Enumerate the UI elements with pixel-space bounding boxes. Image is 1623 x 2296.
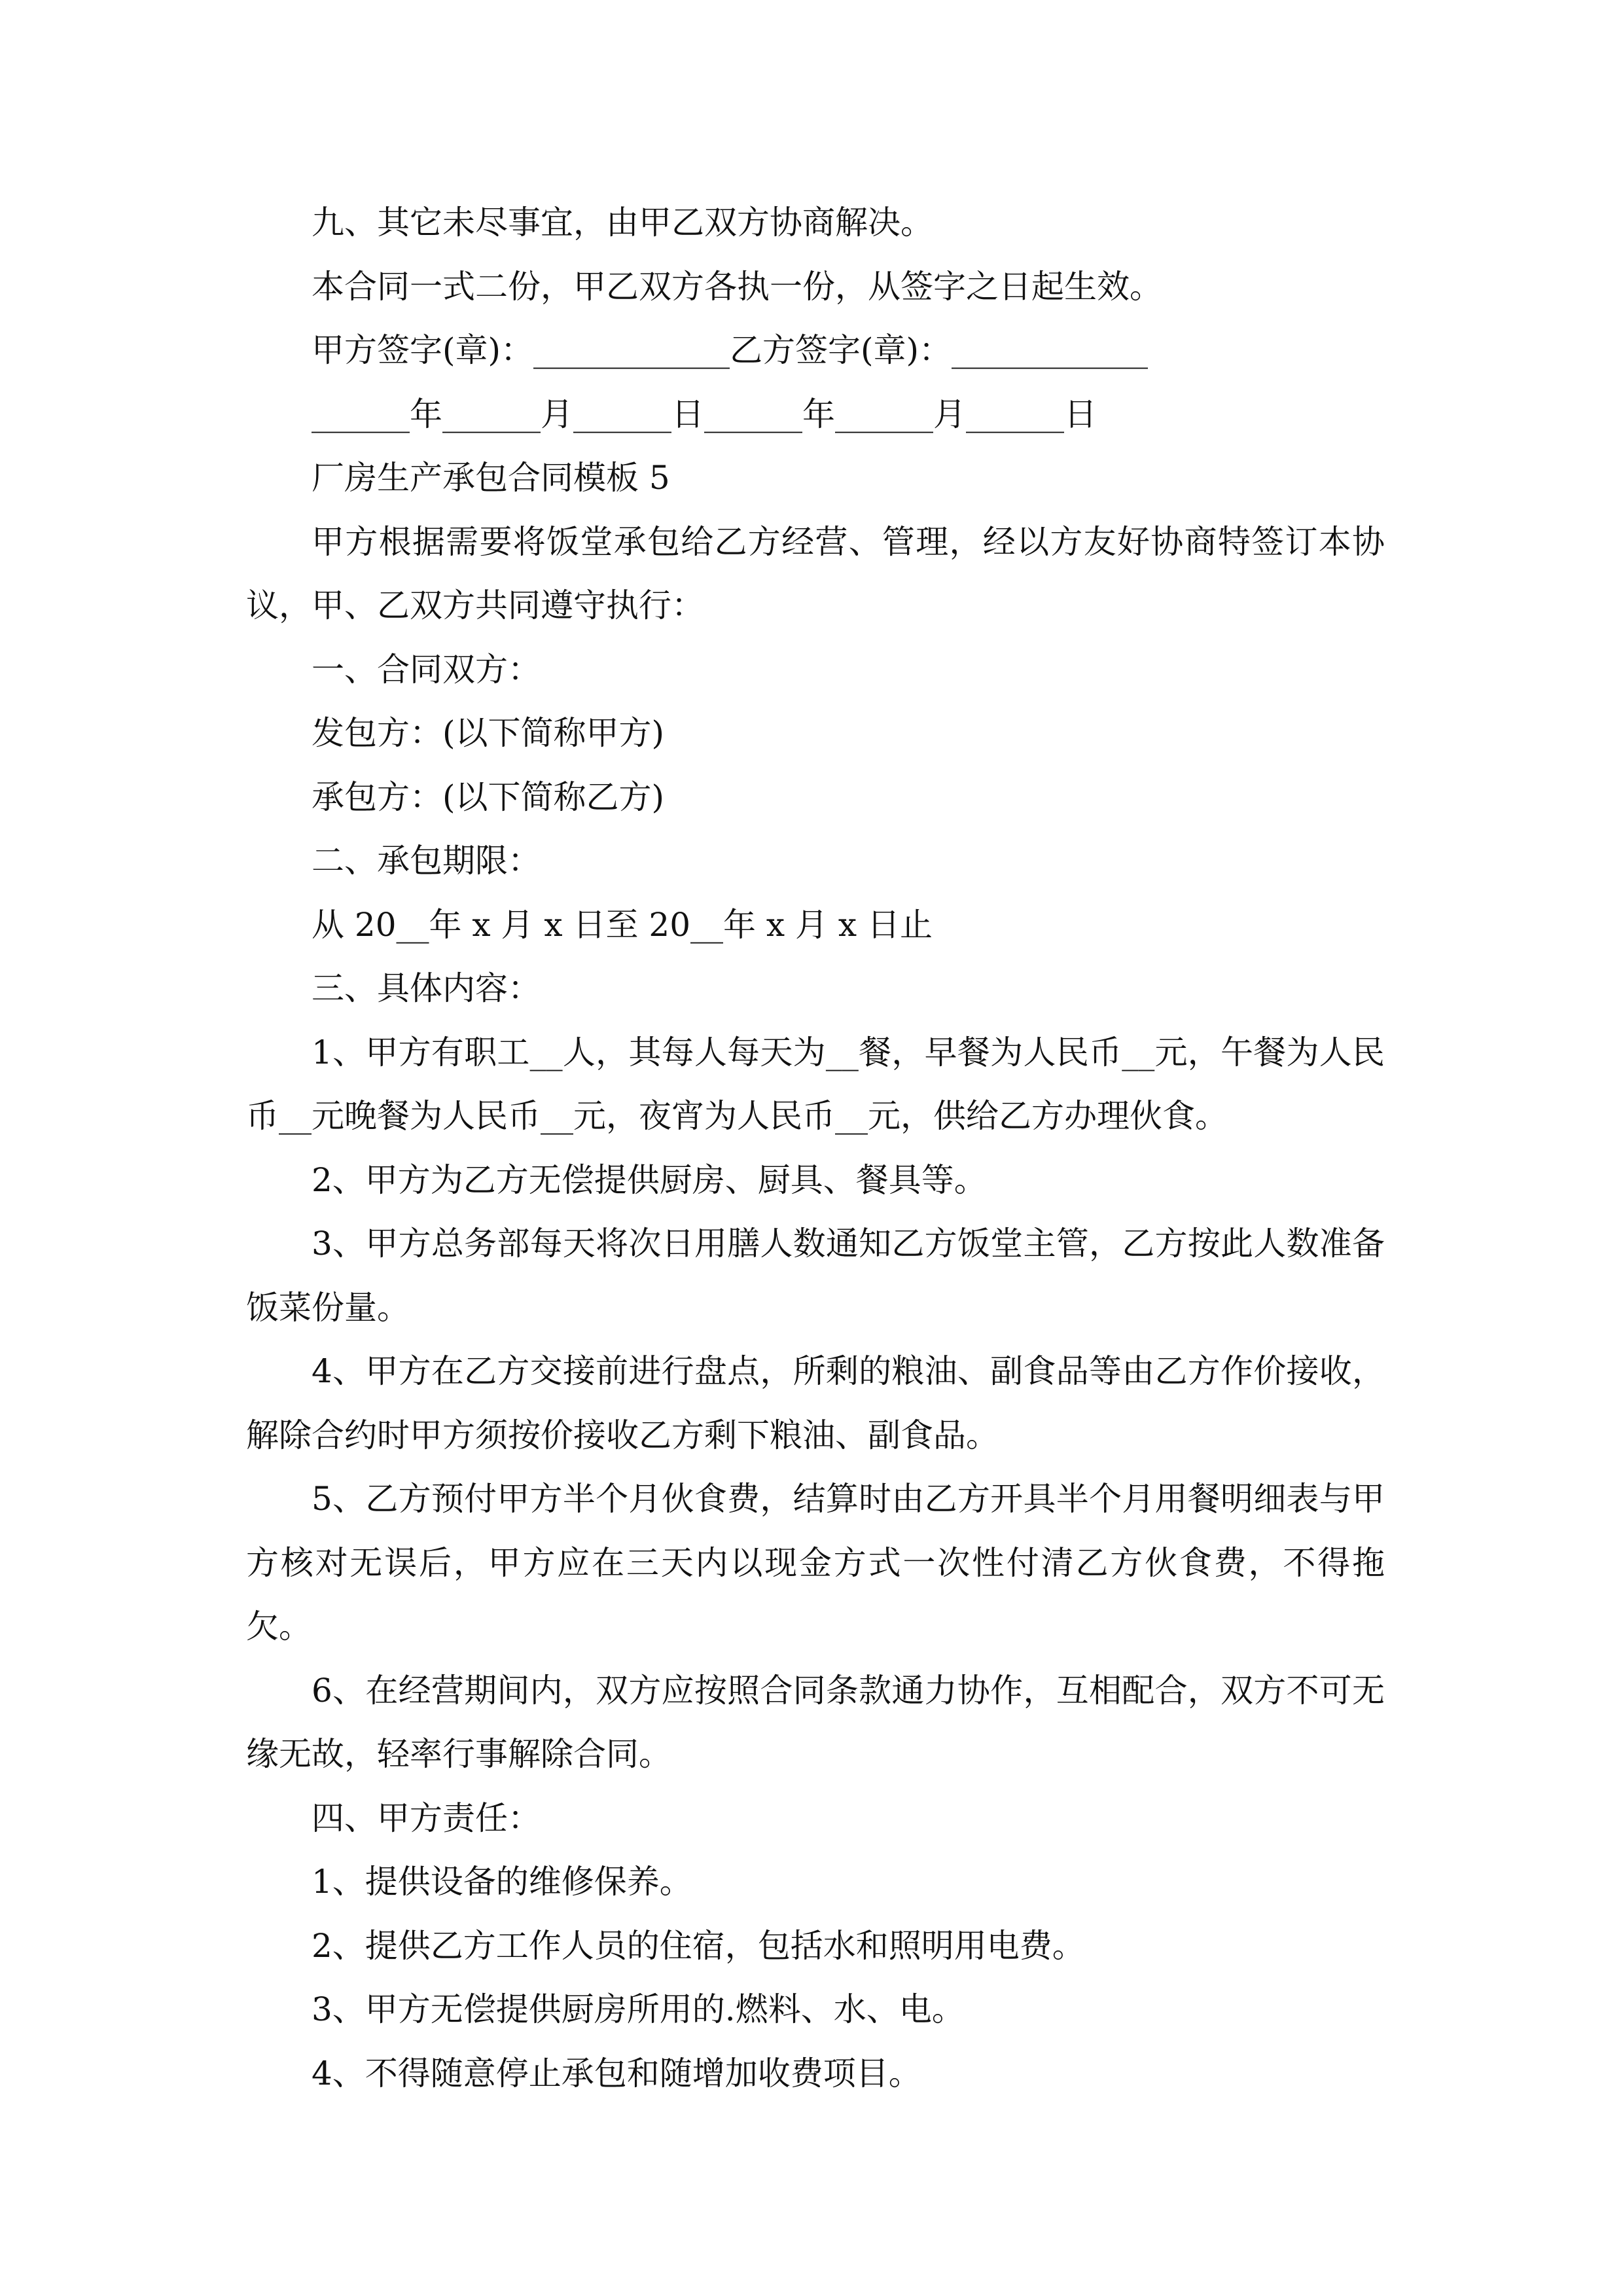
party-a-line: 发包方：(以下简称甲方) (312, 714, 665, 752)
duty-item-2: 2、提供乙方工作人员的住宿，包括水和照明用电费。 (312, 1926, 1085, 1965)
content-item-3: 3、甲方总务部每天将次日用膳人数通知乙方饭堂主管，乙方按此人数准备饭菜份量。 (246, 1225, 1385, 1327)
contract-copies-note: 本合同一式二份，甲乙双方各执一份，从签字之日起生效。 (312, 267, 1162, 306)
heading-party-a-duties: 四、甲方责任： (312, 1799, 541, 1837)
section-title: 厂房生产承包合同模板 5 (312, 459, 670, 497)
party-b-line: 承包方：(以下简称乙方) (312, 778, 665, 816)
content-item-1: 1、甲方有职工__人，其每人每天为__餐，早餐为人民币__元，午餐为人民币__元晚餐为人民币__元，夜宵为人民币__元，供给乙方办理伙食。 (246, 1033, 1385, 1135)
duty-item-1: 1、提供设备的维修保养。 (312, 1863, 692, 1901)
content-item-5: 5、乙方预付甲方半个月伙食费，结算时由乙方开具半个月用餐明细表与甲方核对无误后，甲方应在三天内以现金方式一次性付清乙方伙食费，不得拖欠。 (246, 1480, 1385, 1645)
preamble-paragraph: 甲方根据需要将饭堂承包给乙方经营、管理，经以方友好协商特签订本协议，甲、乙双方共同遵守执行： (246, 522, 1385, 624)
duty-item-3: 3、甲方无偿提供厨房所用的.燃料、水、电。 (312, 1990, 965, 2028)
content-item-4: 4、甲方在乙方交接前进行盘点，所剩的粮油、副食品等由乙方作价接收，解除合约时甲方须按价接收乙方剩下粮油、副食品。 (246, 1352, 1385, 1454)
clause-nine: 九、其它未尽事宜，由甲乙双方协商解决。 (312, 204, 933, 242)
duty-item-4: 4、不得随意停止承包和随增加收费项目。 (312, 2054, 921, 2092)
heading-content: 三、具体内容： (312, 969, 541, 1007)
term-dates: 从 20__年 x 月 x 日至 20__年 x 月 x 日止 (312, 905, 933, 944)
document-body (246, 191, 1385, 2106)
content-item-6: 6、在经营期间内，双方应按照合同条款通力协作，互相配合，双方不可无缘无故，轻率行事解除合同。 (246, 1671, 1385, 1773)
signature-line: 甲方签字(章)：____________乙方签字(章)：____________ (312, 331, 1149, 369)
content-item-2: 2、甲方为乙方无偿提供厨房、厨具、餐具等。 (312, 1160, 987, 1199)
heading-term: 二、承包期限： (312, 842, 541, 880)
heading-parties: 一、合同双方： (312, 650, 541, 689)
date-line: ______年______月______日______年______月______日 (312, 395, 1097, 433)
